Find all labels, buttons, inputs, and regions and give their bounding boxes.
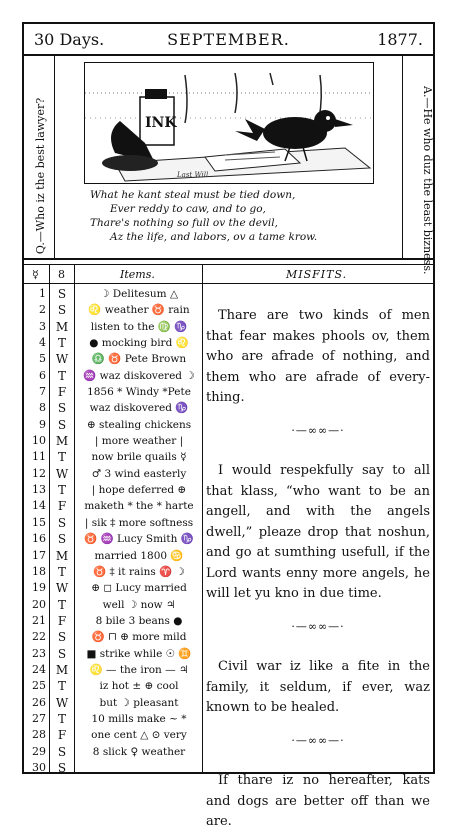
item-line: but ☽ pleasant bbox=[99, 696, 179, 709]
header-rule bbox=[24, 54, 433, 56]
weekday-letter: F bbox=[57, 499, 67, 514]
weekday-letter: S bbox=[57, 630, 67, 645]
weekday-column bbox=[50, 286, 74, 776]
weekday-letter: T bbox=[57, 336, 66, 351]
item-line: ♒ waz diskovered ☽ bbox=[83, 369, 195, 382]
weekday-letter: T bbox=[57, 597, 66, 612]
weekday-letter: T bbox=[57, 711, 66, 726]
day-number: 7 bbox=[39, 385, 46, 399]
day-number: 13 bbox=[32, 483, 46, 497]
item-line bbox=[76, 760, 202, 776]
day-number: 4 bbox=[39, 336, 46, 350]
day-number: 17 bbox=[32, 548, 46, 562]
day-symbol-heading: ☿ bbox=[32, 268, 39, 281]
verse-block bbox=[82, 188, 378, 244]
item-line: one cent △ ⊙ very bbox=[91, 729, 187, 742]
item-line: 8 bile 3 beans ● bbox=[95, 614, 183, 627]
item-line: iz hot ± ⊕ cool bbox=[99, 680, 179, 693]
weekday-letter: F bbox=[57, 385, 67, 400]
weekday-letter: M bbox=[55, 548, 69, 563]
illustration-svg bbox=[85, 63, 374, 184]
day-number: 8 bbox=[39, 401, 46, 415]
verse-line: What he kant steal must be tied down, bbox=[90, 189, 296, 201]
item-line: ☽ Delitesum △ bbox=[99, 288, 179, 300]
day-number: 16 bbox=[32, 532, 46, 546]
day-number: 6 bbox=[39, 368, 46, 382]
weekday-letter: F bbox=[57, 728, 67, 743]
items-column bbox=[76, 286, 202, 776]
item-line: | sik ‡ more softness bbox=[84, 516, 194, 529]
weekday-letter: S bbox=[57, 401, 67, 416]
items-heading: Items. bbox=[120, 268, 155, 281]
column-divider bbox=[74, 264, 75, 774]
misfit-paragraph: Civil war iz like a fite in the family, it seldum, if ever, waz known to be healed. bbox=[206, 659, 430, 715]
answer-text: A.—He who duz the least bizness. bbox=[421, 86, 434, 275]
day-number: 12 bbox=[32, 466, 46, 480]
day-number: 22 bbox=[32, 630, 46, 644]
weekday-letter: M bbox=[55, 434, 69, 449]
question-text: Q.—Who iz the best lawyer? bbox=[34, 97, 47, 255]
section-rule-thin bbox=[24, 264, 433, 265]
item-line: maketh * the * harte bbox=[84, 500, 194, 513]
weekday-letter: S bbox=[57, 303, 67, 318]
almanac-page bbox=[22, 22, 435, 829]
day-number: 27 bbox=[32, 711, 46, 725]
right-side-rule bbox=[402, 54, 403, 258]
day-number: 18 bbox=[32, 564, 46, 578]
ornament-divider: ·—∞∞—· bbox=[291, 423, 345, 437]
day-number: 9 bbox=[39, 417, 46, 431]
weekday-letter: S bbox=[57, 287, 67, 301]
day-number: 21 bbox=[32, 613, 46, 627]
verse-line: Ever reddy to caw, and to go, bbox=[110, 203, 266, 215]
item-line: listen to the ♍ ♑ bbox=[90, 320, 188, 333]
item-line: ♌ — the iron — ♃ bbox=[89, 663, 189, 676]
day-number: 28 bbox=[32, 728, 46, 742]
weekday-letter: S bbox=[57, 515, 67, 530]
day-number: 2 bbox=[39, 303, 46, 317]
misfits-column bbox=[206, 286, 430, 833]
day-number-column bbox=[24, 286, 48, 776]
day-number: 14 bbox=[32, 499, 46, 513]
ornament-divider: ·—∞∞—· bbox=[291, 733, 345, 747]
item-line: ♉ ♒ Lucy Smith ♑ bbox=[84, 533, 194, 546]
weekday-letter: W bbox=[55, 352, 69, 367]
day-number: 11 bbox=[32, 450, 46, 464]
day-number: 15 bbox=[32, 515, 46, 529]
weekday-letter: T bbox=[57, 564, 66, 579]
weekday-letter: W bbox=[55, 581, 69, 596]
item-line: waz diskovered ♑ bbox=[89, 402, 189, 415]
column-divider bbox=[202, 264, 203, 774]
day-number: 19 bbox=[32, 581, 46, 595]
item-line: ♌ weather ♉ rain bbox=[88, 304, 190, 317]
weekday-letter: M bbox=[55, 319, 69, 334]
weekday-letter: S bbox=[57, 532, 67, 547]
header-days: 30 Days. bbox=[34, 30, 105, 49]
weekday-letter: T bbox=[57, 483, 66, 498]
item-line: ♎ ♉ Pete Brown bbox=[91, 353, 187, 366]
day-number: 25 bbox=[32, 679, 46, 693]
day-number: 30 bbox=[32, 760, 46, 774]
day-number: 29 bbox=[32, 744, 46, 758]
weekday-letter: W bbox=[55, 466, 69, 481]
section-rule bbox=[24, 258, 433, 260]
weekday-letter: S bbox=[57, 417, 67, 432]
day-number: 24 bbox=[32, 662, 46, 676]
day-number: 20 bbox=[32, 597, 46, 611]
ornament-divider: ·—∞∞—· bbox=[291, 619, 345, 633]
item-line: 8 slick ♀ weather bbox=[92, 745, 186, 758]
item-line: | hope deferred ⊕ bbox=[91, 484, 187, 497]
item-line: married 1800 ♋ bbox=[94, 549, 184, 562]
weekday-letter: T bbox=[57, 450, 66, 465]
misfit-paragraph: If thare iz no hereafter, kats and dogs are better off than we are. bbox=[206, 773, 430, 829]
day-number: 3 bbox=[39, 319, 46, 333]
weekday-letter: M bbox=[55, 662, 69, 677]
day-number: 10 bbox=[32, 434, 46, 448]
item-line: 1856 * Windy *Pete bbox=[87, 386, 191, 399]
misfit-paragraph: I would respekfully say to all that klass, “who want to be an angell, and with the angels dwell,” pleaze drop that noshun, and go at sumthing usefull, if the Lord wants enny more angels, he will let yu kno in due time. bbox=[206, 463, 430, 601]
verse-line: Thare's nothing so full ov the devil, bbox=[90, 217, 278, 229]
ink-bottle-icon bbox=[102, 89, 177, 171]
page-header bbox=[24, 24, 433, 54]
item-line: ■ strike while ☉ ♊ bbox=[86, 647, 192, 660]
column-header-rule bbox=[24, 283, 433, 284]
header-month: SEPTEMBER. bbox=[167, 30, 290, 49]
header-year: 1877. bbox=[377, 30, 423, 49]
day-number: 5 bbox=[39, 352, 46, 366]
misfits-heading: MISFITS. bbox=[286, 268, 348, 281]
item-line: ♉ ⊓ ⊕ more mild bbox=[91, 631, 187, 644]
paper-label: Last Will bbox=[177, 171, 209, 179]
weekday-letter: S bbox=[57, 760, 67, 775]
weekday-letter: W bbox=[55, 695, 69, 710]
verse-line: Az the life, and labors, ov a tame krow. bbox=[110, 231, 318, 243]
week-symbol-heading: 8 bbox=[58, 268, 65, 281]
weekday-letter: T bbox=[57, 368, 66, 383]
misfit-paragraph: Thare are two kinds of men that fear makes phools ov, them who are afrade of nothing, and them who are afrade of every-thing. bbox=[206, 308, 430, 405]
item-line: ⊕ stealing chickens bbox=[86, 418, 192, 431]
weekday-letter: T bbox=[57, 679, 66, 694]
item-line: ♉ ‡ it rains ♈ ☽ bbox=[93, 565, 185, 578]
item-line: ● mocking bird ♌ bbox=[89, 337, 189, 350]
crow-ink-illustration bbox=[84, 62, 374, 184]
item-line: now brile quails ☿ bbox=[91, 451, 187, 464]
item-line: well ☽ now ♃ bbox=[102, 598, 176, 611]
item-line: ♂ 3 wind easterly bbox=[91, 467, 187, 480]
item-line: 10 mills make ~ * bbox=[91, 712, 187, 725]
ink-label: INK bbox=[145, 115, 177, 131]
item-line: | more weather | bbox=[94, 435, 184, 448]
day-number: 26 bbox=[32, 695, 46, 709]
day-number: 1 bbox=[39, 287, 46, 300]
weekday-letter: S bbox=[57, 744, 67, 759]
item-line: ⊕ ◻ Lucy married bbox=[91, 582, 187, 595]
weekday-letter: S bbox=[57, 646, 67, 661]
weekday-letter: F bbox=[57, 613, 67, 628]
day-number: 23 bbox=[32, 646, 46, 660]
